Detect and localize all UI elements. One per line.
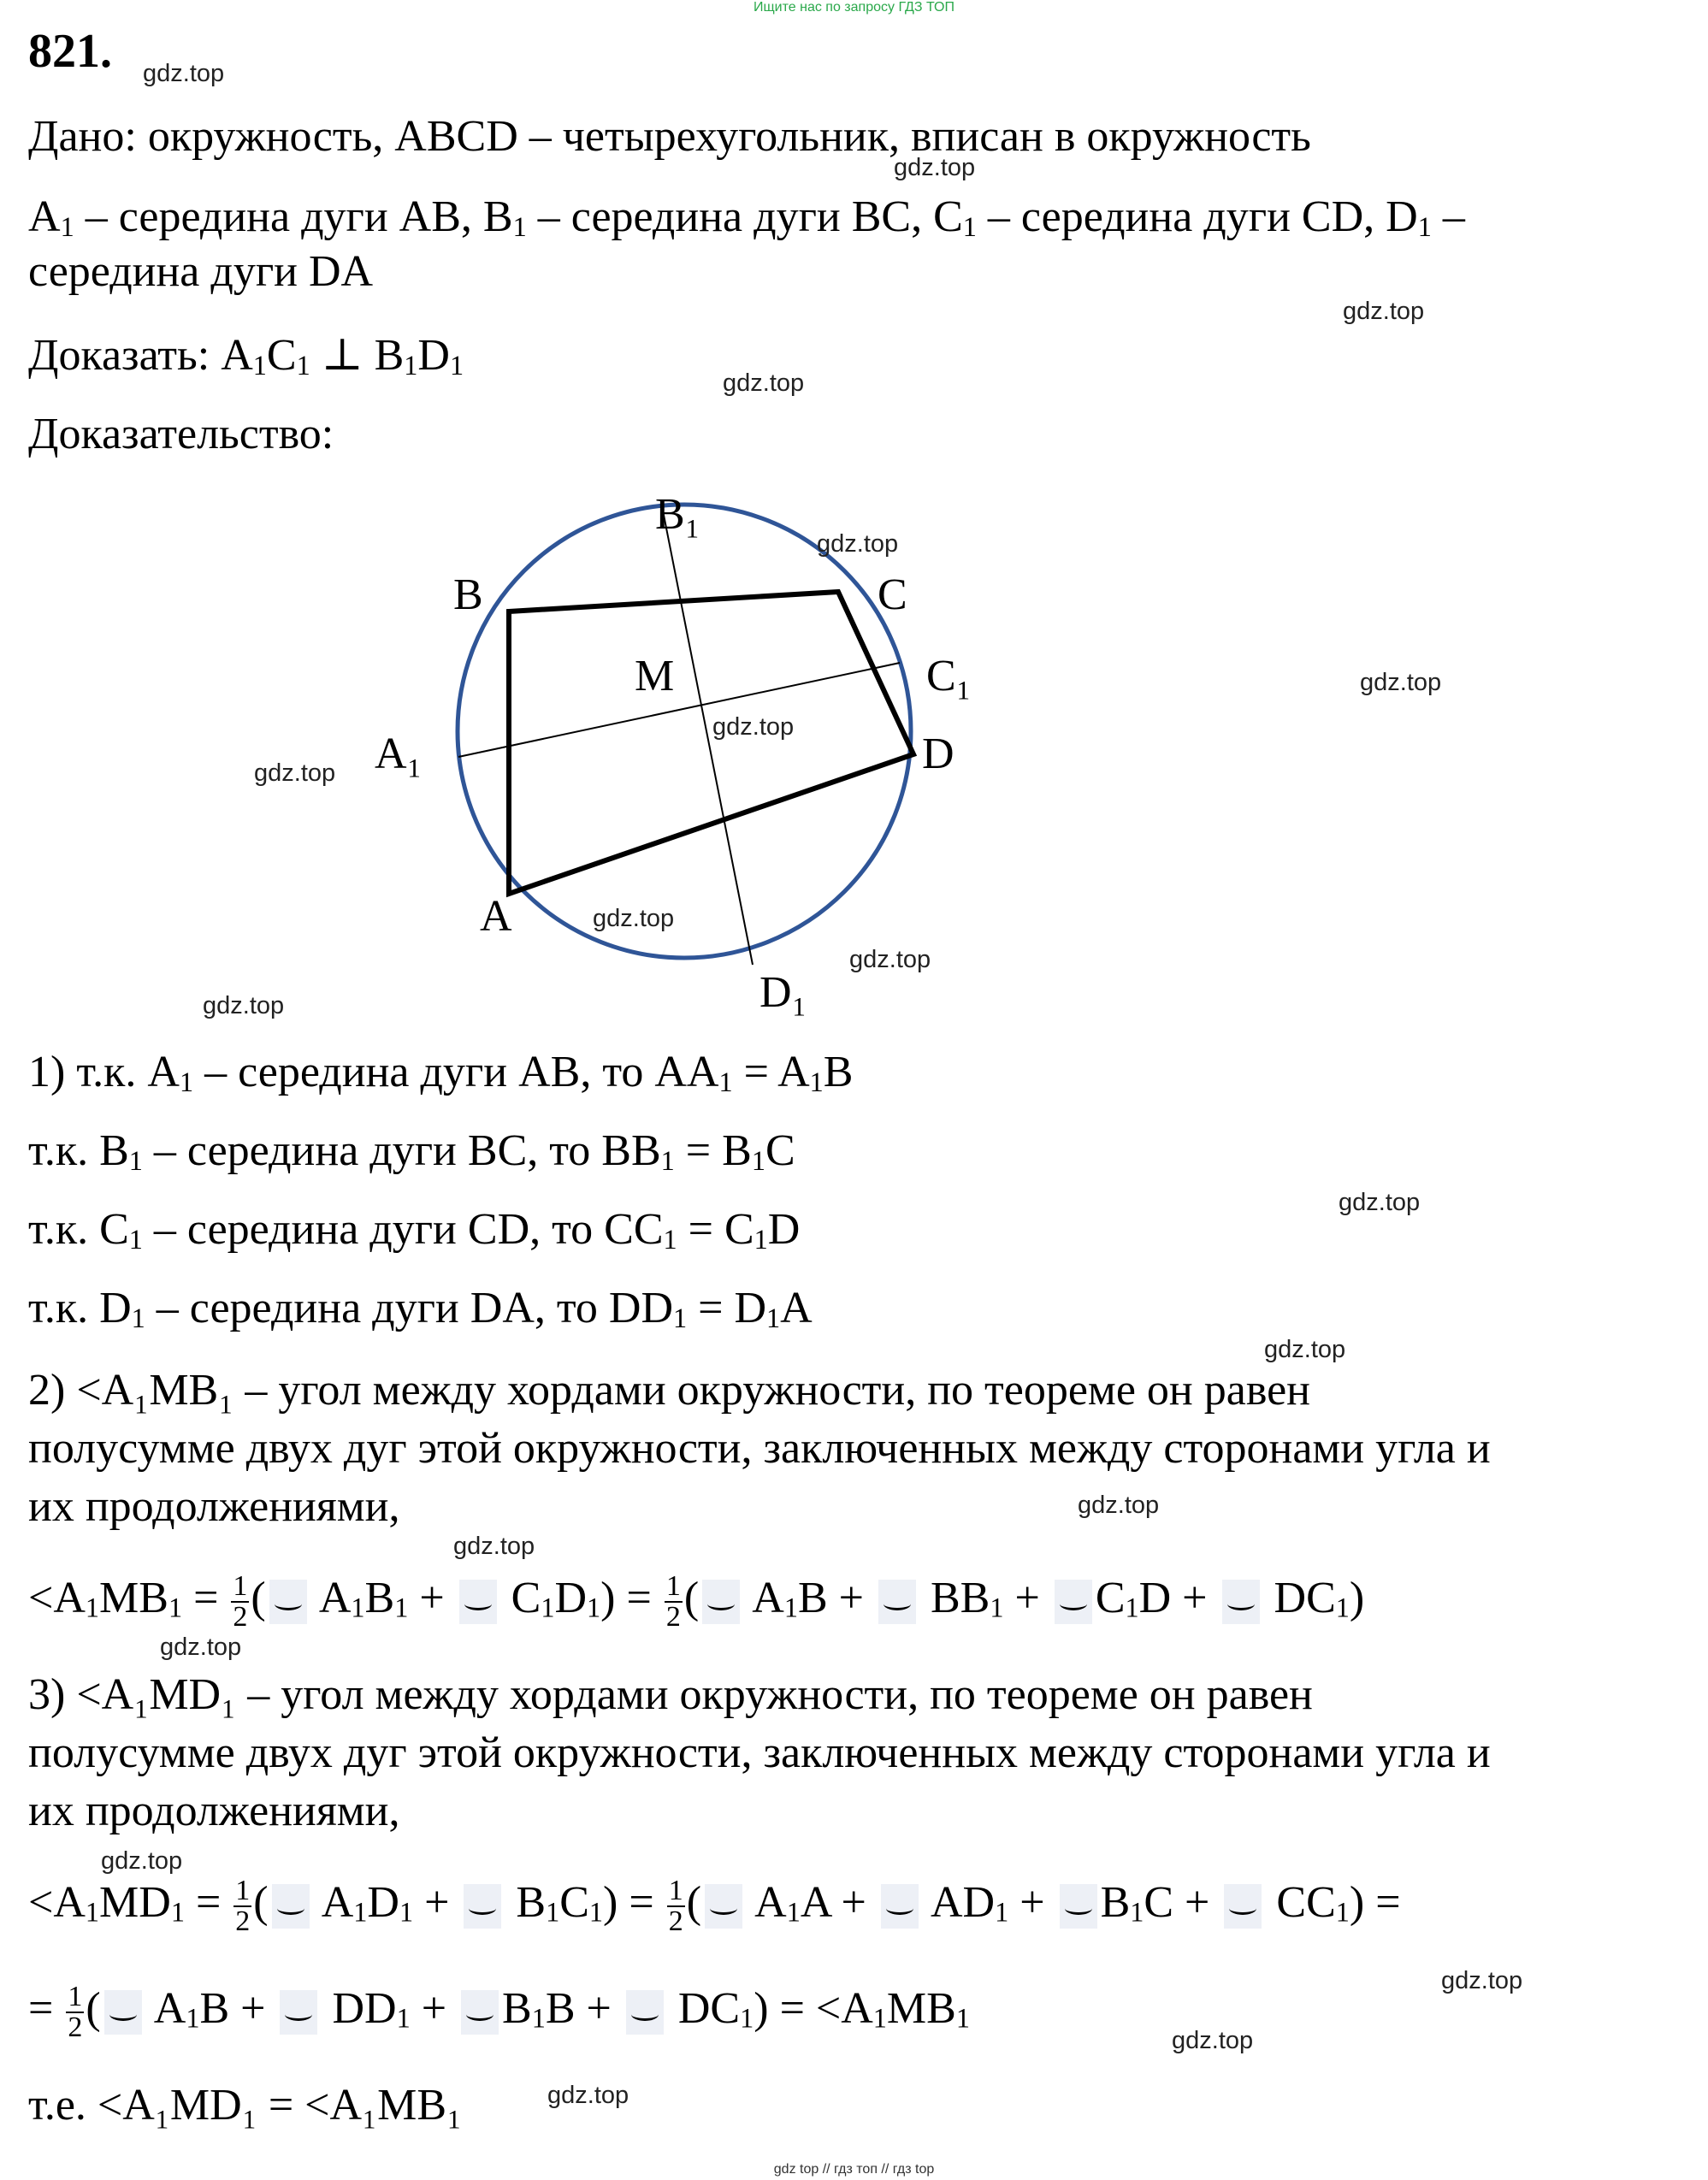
label-a1: A₁	[375, 730, 423, 778]
step-1b-prefix: т.к.	[28, 1126, 89, 1175]
watermark: gdz.top	[817, 530, 899, 558]
given-line-1: Дано: окружность, ABCD – четырехугольник, вписан в окружность	[28, 112, 1311, 161]
geometry-figure	[0, 0, 1708, 1026]
arc-icon	[464, 1884, 501, 1929]
watermark: gdz.top	[547, 2082, 629, 2109]
chord-a1c1	[458, 663, 900, 757]
step-3-line-2: полусумме двух дуг этой окружности, заключенных между сторонами угла и	[28, 1728, 1491, 1777]
fraction-half: $\frac{1}{2}$	[668, 1875, 683, 1937]
watermark: gdz.top	[1339, 1189, 1421, 1216]
arc-icon	[881, 1884, 919, 1929]
arc-icon	[1055, 1580, 1092, 1624]
arc-icon	[280, 1990, 317, 2035]
fraction-half: $\frac{1}{2}$	[68, 1981, 83, 2043]
watermark: gdz.top	[1441, 1967, 1523, 1994]
quadrilateral-abcd	[509, 592, 913, 894]
watermark: gdz.top	[203, 992, 285, 1019]
watermark: gdz.top	[1360, 669, 1442, 696]
watermark: gdz.top	[101, 1847, 183, 1875]
problem-number: 821.	[28, 25, 112, 78]
proof-label: Доказательство:	[28, 410, 334, 458]
prove-line: Доказать: $A_1C_1$ ⊥ $B_1D_1$	[28, 331, 464, 381]
watermark: gdz.top	[254, 759, 336, 787]
watermark: gdz.top	[593, 905, 675, 932]
step-2-line-3: их продолжениями,	[28, 1482, 400, 1531]
label-a: A	[480, 892, 512, 941]
watermark: gdz.top	[894, 154, 976, 181]
arc-icon	[1060, 1884, 1097, 1929]
step-2-line-1: 2) <A₁MB₁ – угол между хордами окружности, по теореме он равен	[28, 1366, 1310, 1415]
given-line-3: середина дуги DA	[28, 247, 374, 296]
step-3-line-3: их продолжениями,	[28, 1787, 400, 1835]
footer: gdz top // гдз топ // гдз top	[773, 2162, 935, 2177]
watermark: gdz.top	[849, 946, 931, 973]
fraction-half: $\frac{1}{2}$	[235, 1875, 251, 1937]
equation-a1md1: $<A_1MD_1$ = $\frac{1}{2}$ ( $A_1D_1 + B_1C_1$) = $\frac{1}{2}$ ( $A_1A + AD_1 + B_1C + CC_1$) =	[28, 1875, 1401, 1937]
step-2-line-2: полусумме двух дуг этой окружности, заключенных между сторонами угла и	[28, 1424, 1491, 1473]
watermark: gdz.top	[143, 60, 225, 87]
equation-a1mb1: $<A_1MB_1$ = $\frac{1}{2}$ ( $A_1B_1 + C_1D_1$) = $\frac{1}{2}$ ( $A_1B + BB_1 + C_1D + DC_1$)	[28, 1570, 1365, 1633]
step-1d-prefix: т.к.	[28, 1284, 89, 1332]
watermark: gdz.top	[1264, 1336, 1346, 1363]
arc-icon	[461, 1990, 499, 2035]
prove-label: Доказать:	[28, 331, 210, 380]
step-1-line-3: т.к. $C_1$ – середина дуги CD, то $CC_1 = C_1D$	[28, 1205, 801, 1255]
step-3-line-1: 3) <A₁MD₁ – угол между хордами окружности, по теореме он равен	[28, 1670, 1313, 1719]
label-c1: C₁	[926, 652, 972, 700]
fraction-half: $\frac{1}{2}$	[233, 1570, 248, 1633]
conclusion: т.е. <A₁MD₁ = <A₁MB₁	[28, 2081, 463, 2130]
arc-icon	[1222, 1580, 1260, 1624]
arc-icon	[702, 1580, 740, 1624]
step-1-prefix: 1) т.к.	[28, 1048, 137, 1096]
given-line-2: $A_1$ – середина дуги AB, $B_1$ – середина дуги BC, $C_1$ – середина дуги CD, $D_1$ –	[28, 192, 1465, 242]
watermark: gdz.top	[1078, 1492, 1160, 1519]
fraction-half: $\frac{1}{2}$	[665, 1570, 681, 1633]
arc-icon	[1224, 1884, 1262, 1929]
step-1c-prefix: т.к.	[28, 1205, 89, 1254]
watermark: gdz.top	[1343, 298, 1425, 325]
arc-icon	[459, 1580, 497, 1624]
label-d1: D₁	[759, 968, 807, 1017]
step-1-line-1: 1) т.к. $A_1$ – середина дуги AB, то $AA_1 = A_1B$	[28, 1048, 854, 1097]
watermark: gdz.top	[712, 713, 795, 741]
watermark: gdz.top	[1172, 2027, 1254, 2054]
equation-continued: = $\frac{1}{2}$ ( $A_1B + DD_1 + B_1B + DC_1) = <A_1MB_1$	[28, 1981, 970, 2043]
label-c: C	[878, 570, 907, 619]
arc-icon	[272, 1884, 310, 1929]
watermark: gdz.top	[160, 1634, 242, 1661]
label-b1: B₁	[655, 490, 700, 539]
arc-icon	[269, 1580, 307, 1624]
label-b: B	[453, 570, 483, 619]
header-note: Ищите нас по запросу ГДЗ ТОП	[754, 0, 954, 15]
arc-icon	[705, 1884, 742, 1929]
step-1-line-4: т.к. $D_1$ – середина дуги DA, то $DD_1 = D_1A$	[28, 1284, 813, 1333]
arc-icon	[878, 1580, 916, 1624]
watermark: gdz.top	[453, 1533, 535, 1560]
label-m: M	[635, 652, 675, 700]
watermark: gdz.top	[723, 369, 805, 397]
label-d: D	[922, 730, 954, 778]
arc-icon	[626, 1990, 664, 2035]
step-1-line-2: т.к. $B_1$ – середина дуги BC, то $BB_1 = B_1C$	[28, 1126, 795, 1176]
arc-icon	[104, 1990, 142, 2035]
